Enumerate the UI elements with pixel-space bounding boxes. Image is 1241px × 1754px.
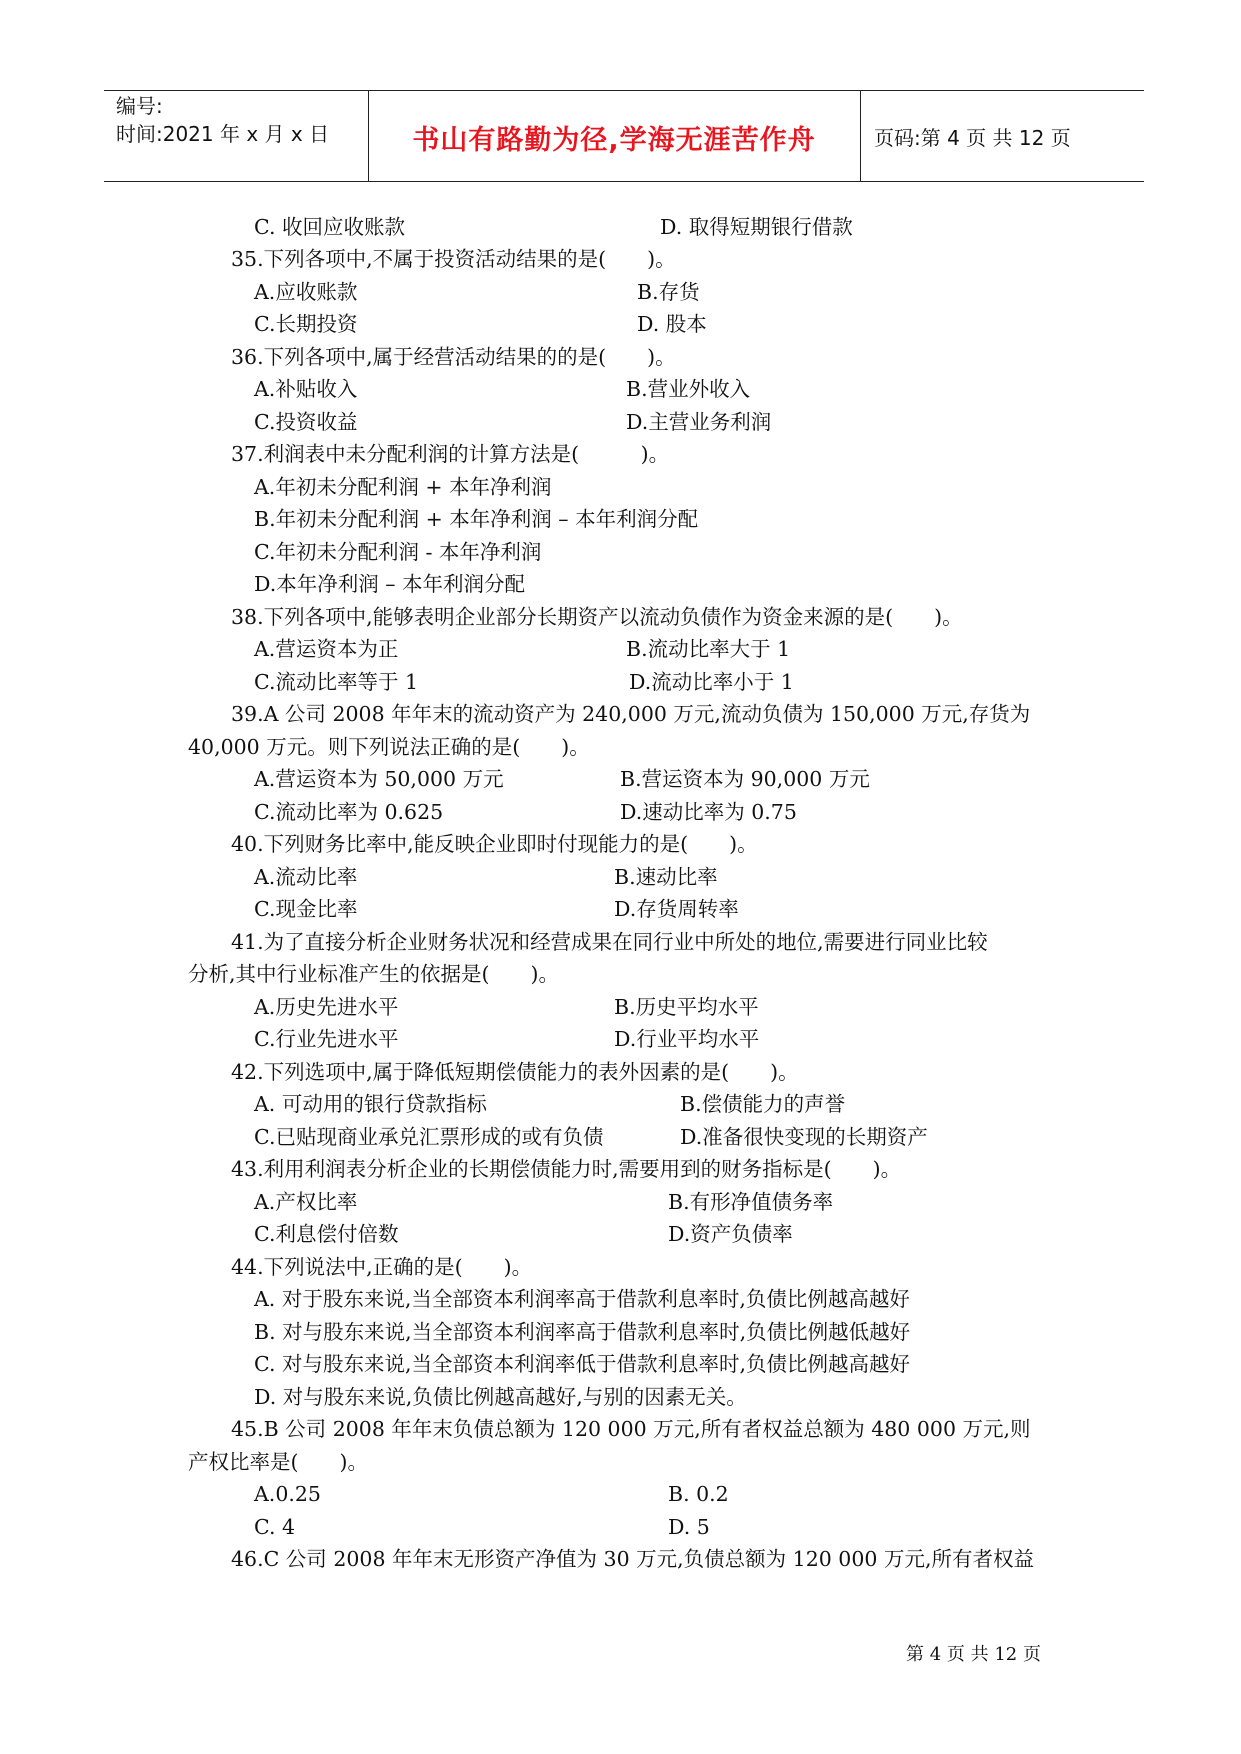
option-line: D.本年净利润 – 本年利润分配 <box>254 572 526 596</box>
option-line: D.主营业务利润 <box>626 410 772 434</box>
option-line: A.补贴收入 <box>254 377 358 401</box>
question-line: 44.下列说法中,正确的是( )。 <box>231 1255 533 1279</box>
option-line: D. 股本 <box>637 312 707 336</box>
option-line: A.应收账款 <box>254 280 358 304</box>
option-line: A.产权比率 <box>254 1190 358 1214</box>
option-line: B.偿债能力的声誉 <box>680 1092 846 1116</box>
option-line: B.营业外收入 <box>626 377 751 401</box>
header-top-rule <box>104 90 1144 91</box>
option-line: B.营运资本为 90,000 万元 <box>620 767 870 791</box>
option-line: D.流动比率小于 1 <box>629 670 794 694</box>
question-line: 35.下列各项中,不属于投资活动结果的是( )。 <box>231 247 676 271</box>
question-line: 40,000 万元。则下列说法正确的是( )。 <box>188 735 590 759</box>
question-line: 43.利用利润表分析企业的长期偿债能力时,需要用到的财务指标是( )。 <box>231 1157 902 1181</box>
question-line: 39.A 公司 2008 年年末的流动资产为 240,000 万元,流动负债为 150,000 万元,存货为 <box>231 702 1031 726</box>
option-line: D.行业平均水平 <box>614 1027 760 1051</box>
question-line: 36.下列各项中,属于经营活动结果的的是( )。 <box>231 345 676 369</box>
option-line: A.流动比率 <box>254 865 358 889</box>
header-number-label: 编号: <box>116 94 163 118</box>
question-line: 42.下列选项中,属于降低短期偿债能力的表外因素的是( )。 <box>231 1060 799 1084</box>
option-line: A.年初未分配利润 + 本年净利润 <box>254 475 552 499</box>
option-line: C.长期投资 <box>254 312 358 336</box>
option-line: A. 可动用的银行贷款指标 <box>254 1092 487 1116</box>
option-line: B.存货 <box>637 280 700 304</box>
question-line: 产权比率是( )。 <box>188 1450 368 1474</box>
option-line: B.速动比率 <box>614 865 718 889</box>
option-line: B.年初未分配利润 + 本年净利润 – 本年利润分配 <box>254 507 699 531</box>
option-line: A.营运资本为正 <box>254 637 399 661</box>
option-line: C. 对与股东来说,当全部资本利润率低于借款利息率时,负债比例越高越好 <box>254 1352 911 1376</box>
option-line: C.投资收益 <box>254 410 358 434</box>
header-time-label: 时间:2021 年 x 月 x 日 <box>116 122 330 146</box>
option-line: D. 取得短期银行借款 <box>660 215 853 239</box>
option-line: C.流动比率为 0.625 <box>254 800 444 824</box>
option-line: C.利息偿付倍数 <box>254 1222 399 1246</box>
question-line: 37.利润表中未分配利润的计算方法是( )。 <box>231 442 670 466</box>
question-line: 40.下列财务比率中,能反映企业即时付现能力的是( )。 <box>231 832 758 856</box>
header-bottom-rule <box>104 181 1144 182</box>
header-meta <box>116 92 329 148</box>
option-line: D. 5 <box>668 1515 710 1539</box>
option-line: A. 对于股东来说,当全部资本利润率高于借款利息率时,负债比例越高越好 <box>254 1287 910 1311</box>
option-line: C.现金比率 <box>254 897 358 921</box>
question-line: 分析,其中行业标准产生的依据是( )。 <box>188 962 560 986</box>
option-line: B.有形净值债务率 <box>668 1190 834 1214</box>
page-footer: 第 4 页 共 12 页 <box>906 1644 1041 1665</box>
option-line: C. 4 <box>254 1515 296 1539</box>
option-line: B. 0.2 <box>668 1482 729 1506</box>
question-line: 41.为了直接分析企业财务状况和经营成果在同行业中所处的地位,需要进行同业比较 <box>231 930 988 954</box>
option-line: A.历史先进水平 <box>254 995 399 1019</box>
header-divider-right <box>860 90 861 182</box>
option-line: C.年初未分配利润 - 本年净利润 <box>254 540 542 564</box>
option-line: B.历史平均水平 <box>614 995 759 1019</box>
option-line: D.速动比率为 0.75 <box>620 800 797 824</box>
option-line: A.营运资本为 50,000 万元 <box>254 767 504 791</box>
option-line: C. 收回应收账款 <box>254 215 405 239</box>
question-line: 45.B 公司 2008 年年末负债总额为 120 000 万元,所有者权益总额为 480 000 万元,则 <box>231 1417 1031 1441</box>
question-line: 38.下列各项中,能够表明企业部分长期资产以流动负债作为资金来源的是( )。 <box>231 605 963 629</box>
option-line: A.0.25 <box>254 1482 321 1506</box>
option-line: C.行业先进水平 <box>254 1027 399 1051</box>
option-line: B. 对与股东来说,当全部资本利润率高于借款利息率时,负债比例越低越好 <box>254 1320 911 1344</box>
option-line: D.准备很快变现的长期资产 <box>680 1125 928 1149</box>
option-line: D.资产负债率 <box>668 1222 793 1246</box>
option-line: C.已贴现商业承兑汇票形成的或有负债 <box>254 1125 604 1149</box>
page-header <box>104 90 1144 182</box>
question-line: 46.C 公司 2008 年年末无形资产净值为 30 万元,负债总额为 120 000 万元,所有者权益 <box>231 1547 1034 1571</box>
header-motto: 书山有路勤为径,学海无涯苦作舟 <box>412 125 816 156</box>
option-line: C.流动比率等于 1 <box>254 670 419 694</box>
option-line: B.流动比率大于 1 <box>626 637 791 661</box>
option-line: D.存货周转率 <box>614 897 739 921</box>
option-line: D. 对与股东来说,负债比例越高越好,与别的因素无关。 <box>254 1385 747 1409</box>
header-page-label: 页码:第 4 页 共 12 页 <box>874 126 1071 150</box>
